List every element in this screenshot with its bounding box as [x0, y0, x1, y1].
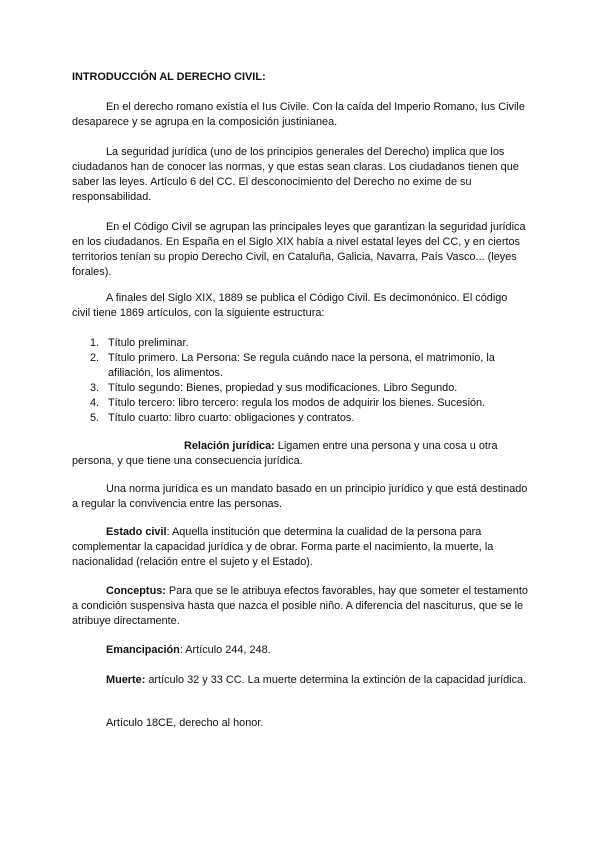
paragraph-articulo-18ce: Artículo 18CE, derecho al honor.: [106, 717, 264, 729]
paragraph-ius-civile: En el derecho romano existía el Ius Civile. Con la caída del Imperio Romano, Ius Civile desaparece y se agrupa en la composición justinianea.: [72, 101, 525, 128]
paragraph-codigo-civil: En el Código Civil se agrupan las principales leyes que garantizan la seguridad jurídica en los ciudadanos. En España en el Siglo XIX había a nivel estatal leyes del CC, y en ciertos territorios tenían su propio Derecho Civil, en Cataluña, Galicia, Navarra, País Vasco... (leyes forales).: [72, 221, 526, 278]
structure-list: [72, 336, 528, 426]
term-emancipacion: Emancipación: [106, 644, 180, 656]
term-estado-civil: Estado civil: [106, 526, 167, 538]
paragraph-muerte: Muerte: artículo 32 y 33 CC. La muerte determina la extinción de la capacidad jurídica.: [106, 674, 527, 686]
list-item: 5. Título cuarto: libro cuarto: obligaciones y contratos.: [90, 412, 355, 424]
list-item: 1. Título preliminar.: [90, 337, 189, 349]
list-item: 3. Título segundo: Bienes, propiedad y sus modificaciones. Libro Segundo.: [90, 382, 458, 394]
term-muerte: Muerte:: [106, 674, 146, 686]
paragraph-finales-siglo: A finales del Siglo XIX, 1889 se publica el Código Civil. Es decimonónico. El código civil tiene 1869 artículos, con la siguiente estructura:: [72, 292, 508, 319]
paragraph-conceptus: Conceptus: Para que se le atribuya efectos favorables, hay que someter el testamento a condición suspensiva hasta que nazca el posible niño. A diferencia del nasciturus, que se le atribuye directamente.: [72, 585, 528, 627]
document-title: INTRODUCCIÓN AL DERECHO CIVIL:: [72, 71, 266, 83]
paragraph-estado-civil: Estado civil: Aquella institución que determina la cualidad de la persona para complementar la capacidad jurídica y de obrar. Forma parte el nacimiento, la muerte, la nacionalidad (relación entre el sujeto y el Estado).: [72, 526, 494, 568]
paragraph-seguridad-juridica: La seguridad jurídica (uno de los principios generales del Derecho) implica que los ciudadanos han de conocer las normas, y que estas sean claras. Los ciudadanos tienen que saber las leyes. Artículo 6 del CC. El desconocimiento del Derecho no exime de su responsabilidad.: [72, 146, 519, 203]
paragraph-norma-juridica: Una norma jurídica es un mandato basado en un principio jurídico y que está destinado a regular la convivencia entre las personas.: [72, 483, 528, 510]
list-item: 2. Título primero. La Persona: Se regula cuándo nace la persona, el matrimonio, la afiliación, los alimentos.: [90, 352, 495, 379]
term-conceptus: Conceptus:: [106, 585, 166, 597]
paragraph-emancipacion: Emancipación: Artículo 244, 248.: [106, 644, 271, 656]
list-item: 4. Título tercero: libro tercero: regula los modos de adquirir los bienes. Sucesión.: [90, 397, 486, 409]
paragraph-relacion-juridica: Relación jurídica: Ligamen entre una persona y una cosa u otra persona, y que tiene una consecuencia jurídica.: [72, 440, 498, 467]
term-relacion-juridica: Relación jurídica:: [184, 440, 275, 452]
